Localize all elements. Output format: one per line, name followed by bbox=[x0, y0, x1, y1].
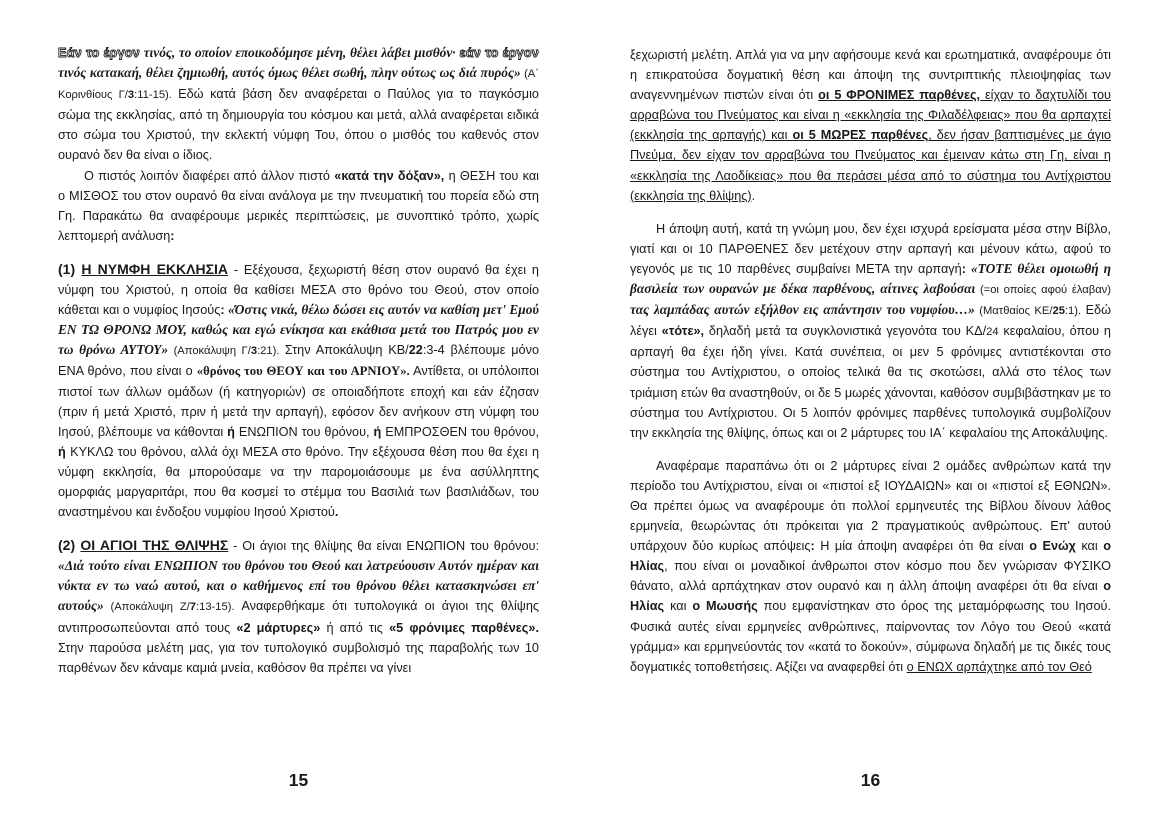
name-elijah: ο Ηλίας bbox=[630, 539, 1111, 574]
left-page bbox=[58, 0, 539, 826]
body-text: και bbox=[664, 599, 693, 614]
body-text: :3-4 βλέπουμε μόνο ΕΝΑ θρόνο, που είναι ο bbox=[58, 343, 539, 379]
underlined-text: είχαν το δαχτυλίδι του αρραβώνα του Πνεύματος και είναι η «εκκλησία της Φιλαδέλφειας» που θα αρπαχτεί (εκκλησία της αρπαγής) και bbox=[630, 88, 1111, 143]
emphasis-or: ή bbox=[227, 424, 235, 439]
body-text: που εμφανίστηκαν στο όρος της μεταμόρφωσης του Ιησού. Φυσικά αυτές είναι ερμηνείες ανθρώπινες, παίρνοντας τον Λόγο του Θεού «κατά γράμμα» και ερμηνεύοντάς τον «κατά το δοκούν», σύμφωνα δηλαδή με τις δικές τους δογματικές τοποθετήσεις. Αξίζει να αναφερθεί ότι bbox=[630, 599, 1111, 674]
emphasis-or: ή bbox=[373, 424, 382, 439]
paragraph-opinion bbox=[630, 219, 1111, 443]
section-tribulation-saints bbox=[58, 535, 539, 678]
body-text: κεφαλαίου, όπου η αρπαγή θα έχει ήδη γίνει. Κατά συνέπεια, οι μεν 5 φρόνιμες αντιστέκονται στο σύστημα του Αντίχριστου, ο οποίος τελικά θα τις σκοτώσει, αλλά στο τέλος των τριάμιση ετών θα αναστηθούν, οι δε 5 μωρές χάνονται, καθόσον συμβιβάστηκαν με το σύστημα του Αντίχριστου. Οι 5 λοιπόν φρόνιμες παρθένες τυπολογικά συμβολίζουν την εκκλησία της θλίψης, όπως και οι 2 μάρτυρες του ΙΑ΄ κεφαλαίου της Αποκάλυψης. bbox=[630, 324, 1111, 440]
emphasis-tote: «τότε», bbox=[661, 324, 705, 339]
chapter-number: 22 bbox=[408, 343, 423, 358]
body-text: ή από τις bbox=[320, 620, 390, 635]
body-text: ΚΥΚΛΩ του θρόνου, αλλά όχι ΜΕΣΑ στο θρόνο. Την εξέχουσα θέση που θα έχει η νύμφη εκκλησία, θα μπορούσαμε να την παρομοιάσουμε με ένα ασύλληπτης ομορφιάς μαργαριτάρι, που θα κοσμεί το στέμμα του Βασιλιά των βασιλιάδων, του αναστημένου και ένδοξου νυμφίου Ιησού Χριστού bbox=[58, 444, 539, 520]
body-text: ξεχωριστή μελέτη. Απλά για να μην αφήσουμε κενά και ερωτηματικά, αναφέρουμε ότι η επικρατούσα δογματική θέση και άποψη της συντριπτικής πλειοψηφίας των αναγεννημένων πιστών είναι ότι bbox=[630, 48, 1111, 103]
emphasis-glory: «κατά την δόξαν», bbox=[334, 168, 445, 183]
body-text: Στην Αποκάλυψη ΚΒ/ bbox=[284, 343, 409, 358]
paragraph-virgins-view bbox=[630, 45, 1111, 206]
verse-range: :21). bbox=[257, 345, 285, 358]
colon: : bbox=[810, 539, 815, 554]
scripture-reference: (Αποκάλυψη Γ/ bbox=[168, 345, 251, 358]
quote-text: «Όστις νικά, θέλω δώσει εις αυτόν να καθίση μετ' Εμού ΕΝ ΤΩ ΘΡΟΝΩ ΜΟΥ, καθώς και εγώ ενίκησα και εκάθισα μετά του Πατρός μου εν τω θρόνω ΑΥΤΟΥ» bbox=[58, 302, 539, 358]
page-number: 15 bbox=[288, 770, 309, 790]
scripture-reference: (Α΄ Κορινθίους Γ/ bbox=[58, 68, 539, 102]
colon: : bbox=[961, 261, 966, 276]
right-page bbox=[630, 0, 1111, 826]
left-page-text bbox=[58, 43, 539, 678]
body-text: ΕΝΩΠΙΟΝ του θρόνου, bbox=[234, 424, 374, 439]
section-number: (2) bbox=[58, 537, 81, 554]
colon: : bbox=[170, 228, 175, 243]
emphasis-wise-virgins: «5 φρόνιμες παρθένες». bbox=[389, 620, 539, 635]
body-text: Αντίθετα, οι υπόλοιποι πιστοί των άλλων ομάδων (ή κατηγοριών) σε οποιαδήποτε εποχή και εάν έζησαν (πριν ή μετά Χριστό, πριν ή μετά την αρπαγή), εφόσον δεν ανήκουν στη νύμφη του Ιησού, βλέπουμε να κάθονται bbox=[58, 364, 539, 439]
colon: : bbox=[220, 303, 225, 318]
emphasis-wise-virgins: οι 5 ΦΡΟΝΙΜΕΣ παρθένες, bbox=[818, 88, 981, 103]
quote-text: τινός, το οποίον εποικοδόμησε μένη, θέλει λάβει μισθόν· bbox=[139, 45, 456, 60]
right-page-text bbox=[630, 45, 1111, 677]
body-text: ΕΜΠΡΟΣΘΕΝ του θρόνου, bbox=[381, 424, 539, 439]
quote-text: «Διά τούτο είναι ΕΝΩΠΙΟΝ του θρόνου του Θεού και λατρεύουσιν Αυτόν ημέραν και νύκτα εν τω ναώ αυτού, και ο καθήμενος επί του θρόνου θέλει κατασκηνώσει επ' αυτούς» bbox=[58, 558, 539, 614]
body-text: δηλαδή μετά τα συγκλονιστικά γεγονότα του ΚΔ/ bbox=[704, 324, 987, 339]
scripture-reference: (Αποκάλυψη Ζ/ bbox=[103, 601, 190, 614]
body-text: - Οι άγιοι της θλίψης θα είναι ΕΝΩΠΙΟΝ του θρόνου: bbox=[228, 539, 539, 554]
paragraph-glory bbox=[58, 166, 539, 246]
chapter-number: 3 bbox=[250, 345, 258, 358]
chapter-number: 7 bbox=[189, 601, 196, 614]
emphasis-martyrs: «2 μάρτυρες» bbox=[236, 620, 321, 635]
body-text: Εδώ κατά βάση δεν αναφέρεται ο Παύλος για το παγκόσμιο σώμα της εκκλησίας, από τη δημιουργία του κόσμου και μετά, αλλά αναφέρεται ειδικά στο σώμα του Χριστού, την εκλεκτή νύμφη Του, όπου ο μισθός του καθενός στον ουρανό δεν θα είναι ο ίδιος. bbox=[58, 87, 539, 163]
body-text: Αναφερθήκαμε ότι τυπολογικά οι άγιοι της θλίψης αντιπροσωπεύονται από τους bbox=[58, 599, 539, 635]
section-bride-church bbox=[58, 259, 539, 522]
chapter-number: 3 bbox=[127, 89, 135, 102]
scripture-reference: (Ματθαίος ΚΕ/ bbox=[974, 305, 1053, 318]
body-text: , που είναι οι μοναδικοί άνθρωποι στον κόσμο που δεν γνώρισαν ΦΥΣΙΚΟ θάνατο, αλλά αρπάχτηκαν στον ουρανό και η άλλη άποψη αναφέρει ότι θα είναι bbox=[630, 559, 1111, 594]
body-text: Ο πιστός λοιπόν διαφέρει από άλλον πιστό bbox=[84, 168, 335, 183]
name-elijah: ο Ηλίας bbox=[630, 579, 1111, 614]
paragraph-two-witnesses bbox=[630, 456, 1111, 677]
name-moses: ο Μωυσής bbox=[692, 599, 758, 614]
quote-text: τινός κατακαή, θέλει ζημιωθή, αυτός όμως θέλει σωθή, πλην ούτως ως διά πυρός» bbox=[58, 65, 521, 81]
emphasis-or: ή bbox=[58, 444, 66, 459]
aside-text: (=οι οποίες αφού έλαβαν) bbox=[975, 284, 1111, 297]
quote-text: «ΤΟΤΕ θέλει ομοιωθή η βασιλεία των ουρανών με δέκα παρθένους, αίτινες λαβούσαι bbox=[630, 260, 1111, 297]
verse-range: :13-15). bbox=[196, 601, 242, 614]
paragraph-corinthians bbox=[58, 43, 539, 166]
phrase-ean-to-ergon: Εάν το έργον bbox=[58, 46, 140, 60]
emphasis-throne: «θρόνος του ΘΕΟΥ και του ΑΡΝΙΟΥ». bbox=[196, 364, 410, 379]
body-text: η ΘΕΣΗ του και ο ΜΙΣΘΟΣ του στον ουρανό θα είναι ανάλογα με την πνευματική του πορεία εδώ στη Γη. Παρακάτω θα αναφέρουμε μερικές περιπτώσεις, με συνοπτικό τρόπο, χωρίς λεπτομερή ανάλυση bbox=[58, 168, 539, 243]
body-text: και bbox=[1075, 539, 1104, 554]
verse-range: :1). bbox=[1064, 305, 1086, 318]
page-number: 16 bbox=[860, 770, 881, 790]
body-text: Αναφέραμε παραπάνω ότι οι 2 μάρτυρες είναι 2 ομάδες ανθρώπων κατά την περίοδο του Αντίχριστου, είναι οι «πιστοί εξ ΙΟΥΔΑΙΩΝ» και οι «πιστοί εξ ΕΘΝΩΝ». Θα πρέπει όμως να αναφέρουμε ότι πολλοί ερμηνευτές της Βίβλου δίνουν λάθος ερμηνεία, θεωρώντας ότι πρόκειται για 2 πραγματικούς ανθρώπους. Επ' αυτού υπάρχουν δύο κυρίως απόψεις bbox=[630, 458, 1111, 554]
body-text: Η μία άποψη αναφέρει ότι θα είναι bbox=[814, 539, 1030, 554]
underlined-text: , δεν ήσαν βαπτισμένες με άγιο Πνεύμα, δεν είχαν τον αρραβώνα του Πνεύματος και έμειναν κάτω στη Γη, είναι η «εκκλησία της Λαοδίκειας» που θα περάσει μέσα από το σύστημα του Αντίχριστου (εκκλησία της θλίψης) bbox=[630, 128, 1111, 203]
emphasis-foolish-virgins: οι 5 ΜΩΡΕΣ παρθένες bbox=[792, 128, 929, 143]
body-text: - Εξέχουσα, ξεχωριστή θέση στον ουρανό θα έχει η νύμφη του Χριστού, η οποία θα καθίσει ΜΕΣΑ στο θρόνο του Θεού, στον οποίο κάθεται και ο νυμφίος Ιησούς bbox=[58, 262, 539, 318]
section-title: Η ΝΥΜΦΗ ΕΚΚΛΗΣΙΑ bbox=[81, 260, 228, 277]
name-enoch: ο Ενώχ bbox=[1029, 539, 1076, 554]
section-title: ΟΙ ΑΓΙΟΙ ΤΗΣ ΘΛΙΨΗΣ bbox=[80, 537, 229, 554]
quote-text: τας λαμπάδας αυτών εξήλθον εις απάντησιν του νυμφίου…» bbox=[630, 302, 975, 318]
section-number: (1) bbox=[58, 260, 82, 277]
chapter-number: 24 bbox=[986, 326, 999, 339]
body-text: Η άποψη αυτή, κατά τη γνώμη μου, δεν έχει ισχυρά ερείσματα μέσα στην Βίβλο, γιατί και οι 10 ΠΑΡΘΕΝΕΣ δεν μετέχουν στην αρπαγή και μένουν κάτω, αφού το γεγονός με τις 10 παρθένες συμβαίνει ΜΕΤΑ την αρπαγή bbox=[630, 221, 1111, 276]
body-text: Εδώ λέγει bbox=[630, 303, 1111, 339]
verse-range: :11-15). bbox=[134, 89, 179, 102]
body-text: Στην παρούσα μελέτη μας, για τον τυπολογικό συμβολισμό της παραβολής των 10 παρθένων δεν κάναμε καμιά μνεία, καθόσον θα πρέπει να γίνει bbox=[58, 640, 539, 675]
phrase-ean-to-ergon: εάν το έργον bbox=[459, 46, 540, 60]
chapter-number: 25 bbox=[1052, 305, 1065, 318]
period: . bbox=[751, 188, 756, 203]
underlined-text: ο ΕΝΩΧ αρπάχτηκε από τον Θεό bbox=[906, 659, 1092, 674]
period: . bbox=[334, 505, 339, 520]
